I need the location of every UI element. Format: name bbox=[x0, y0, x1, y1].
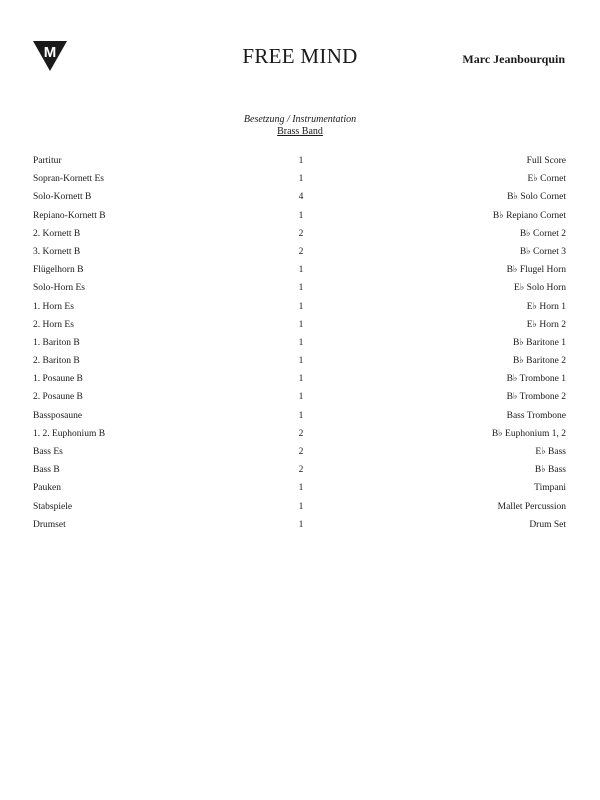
part-name-german: 1. Posaune B bbox=[33, 374, 83, 385]
part-count: 1 bbox=[298, 156, 304, 166]
part-count: 2 bbox=[298, 428, 304, 439]
piece-title: FREE MIND bbox=[242, 44, 358, 68]
part-name-german: 2. Horn Es bbox=[33, 319, 74, 330]
logo-letter: M bbox=[43, 44, 57, 61]
part-count: 1 bbox=[298, 501, 304, 512]
band-type-label: Brass Band bbox=[277, 126, 323, 137]
part-row bbox=[33, 428, 566, 446]
part-count: 1 bbox=[298, 319, 304, 330]
part-count: 1 bbox=[298, 337, 304, 348]
part-name-german: Solo-Kornett B bbox=[33, 192, 92, 203]
part-name-german: Solo-Horn Es bbox=[33, 283, 85, 294]
part-row bbox=[33, 519, 566, 537]
part-name-english: B♭ Repiano Cornet bbox=[492, 210, 566, 221]
part-name-english: E♭ Horn 1 bbox=[526, 301, 566, 312]
part-name-english: E♭ Solo Horn bbox=[514, 283, 566, 294]
part-count: 1 bbox=[298, 410, 304, 421]
part-name-german: 2. Bariton B bbox=[33, 356, 80, 367]
part-count: 1 bbox=[298, 174, 304, 185]
instrumentation-heading: Besetzung / Instrumentation bbox=[243, 114, 357, 125]
part-name-german: 1. Bariton B bbox=[33, 337, 80, 348]
part-row bbox=[33, 446, 566, 464]
part-row bbox=[33, 155, 566, 173]
part-name-german: Drumset bbox=[33, 519, 66, 530]
part-row bbox=[33, 191, 566, 209]
part-name-english: B♭ Baritone 2 bbox=[512, 356, 566, 367]
part-name-english: Bass Trombone bbox=[506, 410, 566, 421]
part-count: 2 bbox=[298, 246, 304, 257]
part-name-english: E♭ Bass bbox=[535, 447, 566, 457]
part-count: 1 bbox=[298, 519, 304, 530]
part-name-german: Stabspiele bbox=[33, 501, 73, 512]
part-count: 2 bbox=[298, 465, 304, 476]
part-name-german: Partitur bbox=[33, 156, 62, 166]
part-row bbox=[33, 482, 566, 500]
part-name-german: 2. Posaune B bbox=[33, 392, 83, 403]
part-row bbox=[33, 337, 566, 355]
part-name-english: B♭ Cornet 3 bbox=[519, 246, 566, 257]
part-count: 1 bbox=[298, 483, 304, 494]
part-row bbox=[33, 246, 566, 264]
part-row bbox=[33, 173, 566, 191]
part-count: 1 bbox=[298, 392, 304, 403]
part-name-english: B♭ Bass bbox=[534, 465, 566, 476]
part-row bbox=[33, 391, 566, 409]
part-count: 1 bbox=[298, 301, 304, 312]
composer-name: Marc Jeanbourquin bbox=[462, 52, 565, 66]
part-count: 2 bbox=[298, 447, 304, 457]
part-name-english: E♭ Cornet bbox=[527, 174, 566, 185]
part-name-german: 2. Kornett B bbox=[33, 228, 81, 239]
part-name-english: B♭ Solo Cornet bbox=[507, 192, 566, 203]
band-type bbox=[0, 126, 600, 138]
part-name-german: Repiano-Kornett B bbox=[33, 210, 106, 221]
part-name-german: Bass Es bbox=[33, 447, 63, 457]
part-row bbox=[33, 282, 566, 300]
part-name-english: B♭ Euphonium 1, 2 bbox=[491, 428, 566, 439]
part-row bbox=[33, 501, 566, 519]
part-count: 1 bbox=[298, 210, 304, 221]
part-count: 1 bbox=[298, 356, 304, 367]
part-name-german: 1. 2. Euphonium B bbox=[33, 428, 106, 439]
part-name-german: Sopran-Kornett Es bbox=[33, 174, 104, 185]
part-count: 1 bbox=[298, 374, 304, 385]
part-name-english: Full Score bbox=[526, 156, 566, 166]
part-name-english: B♭ Baritone 1 bbox=[512, 337, 566, 348]
part-name-german: Bassposaune bbox=[33, 410, 83, 421]
part-row bbox=[33, 355, 566, 373]
part-count: 2 bbox=[298, 228, 304, 239]
part-name-english: Drum Set bbox=[529, 519, 566, 530]
part-name-english: B♭ Trombone 1 bbox=[506, 374, 566, 385]
part-name-english: B♭ Cornet 2 bbox=[519, 228, 566, 239]
part-name-english: B♭ Trombone 2 bbox=[506, 392, 566, 403]
part-count: 4 bbox=[298, 192, 304, 203]
part-name-english: Timpani bbox=[534, 483, 566, 494]
part-row bbox=[33, 228, 566, 246]
part-name-german: Flügelhorn B bbox=[33, 265, 84, 276]
part-name-german: Bass B bbox=[33, 465, 60, 476]
part-row bbox=[33, 301, 566, 319]
part-row bbox=[33, 373, 566, 391]
part-name-german: Pauken bbox=[33, 483, 61, 494]
instrumentation-list bbox=[33, 155, 566, 537]
part-row bbox=[33, 264, 566, 282]
part-name-german: 3. Kornett B bbox=[33, 246, 81, 257]
part-row bbox=[33, 410, 566, 428]
part-name-english: B♭ Flugel Horn bbox=[506, 265, 566, 276]
part-name-english: Mallet Percussion bbox=[497, 501, 566, 512]
part-row bbox=[33, 319, 566, 337]
part-count: 1 bbox=[298, 265, 304, 276]
part-row bbox=[33, 210, 566, 228]
part-name-english: E♭ Horn 2 bbox=[526, 319, 566, 330]
part-count: 1 bbox=[298, 283, 304, 294]
part-name-german: 1. Horn Es bbox=[33, 301, 74, 312]
part-row bbox=[33, 464, 566, 482]
